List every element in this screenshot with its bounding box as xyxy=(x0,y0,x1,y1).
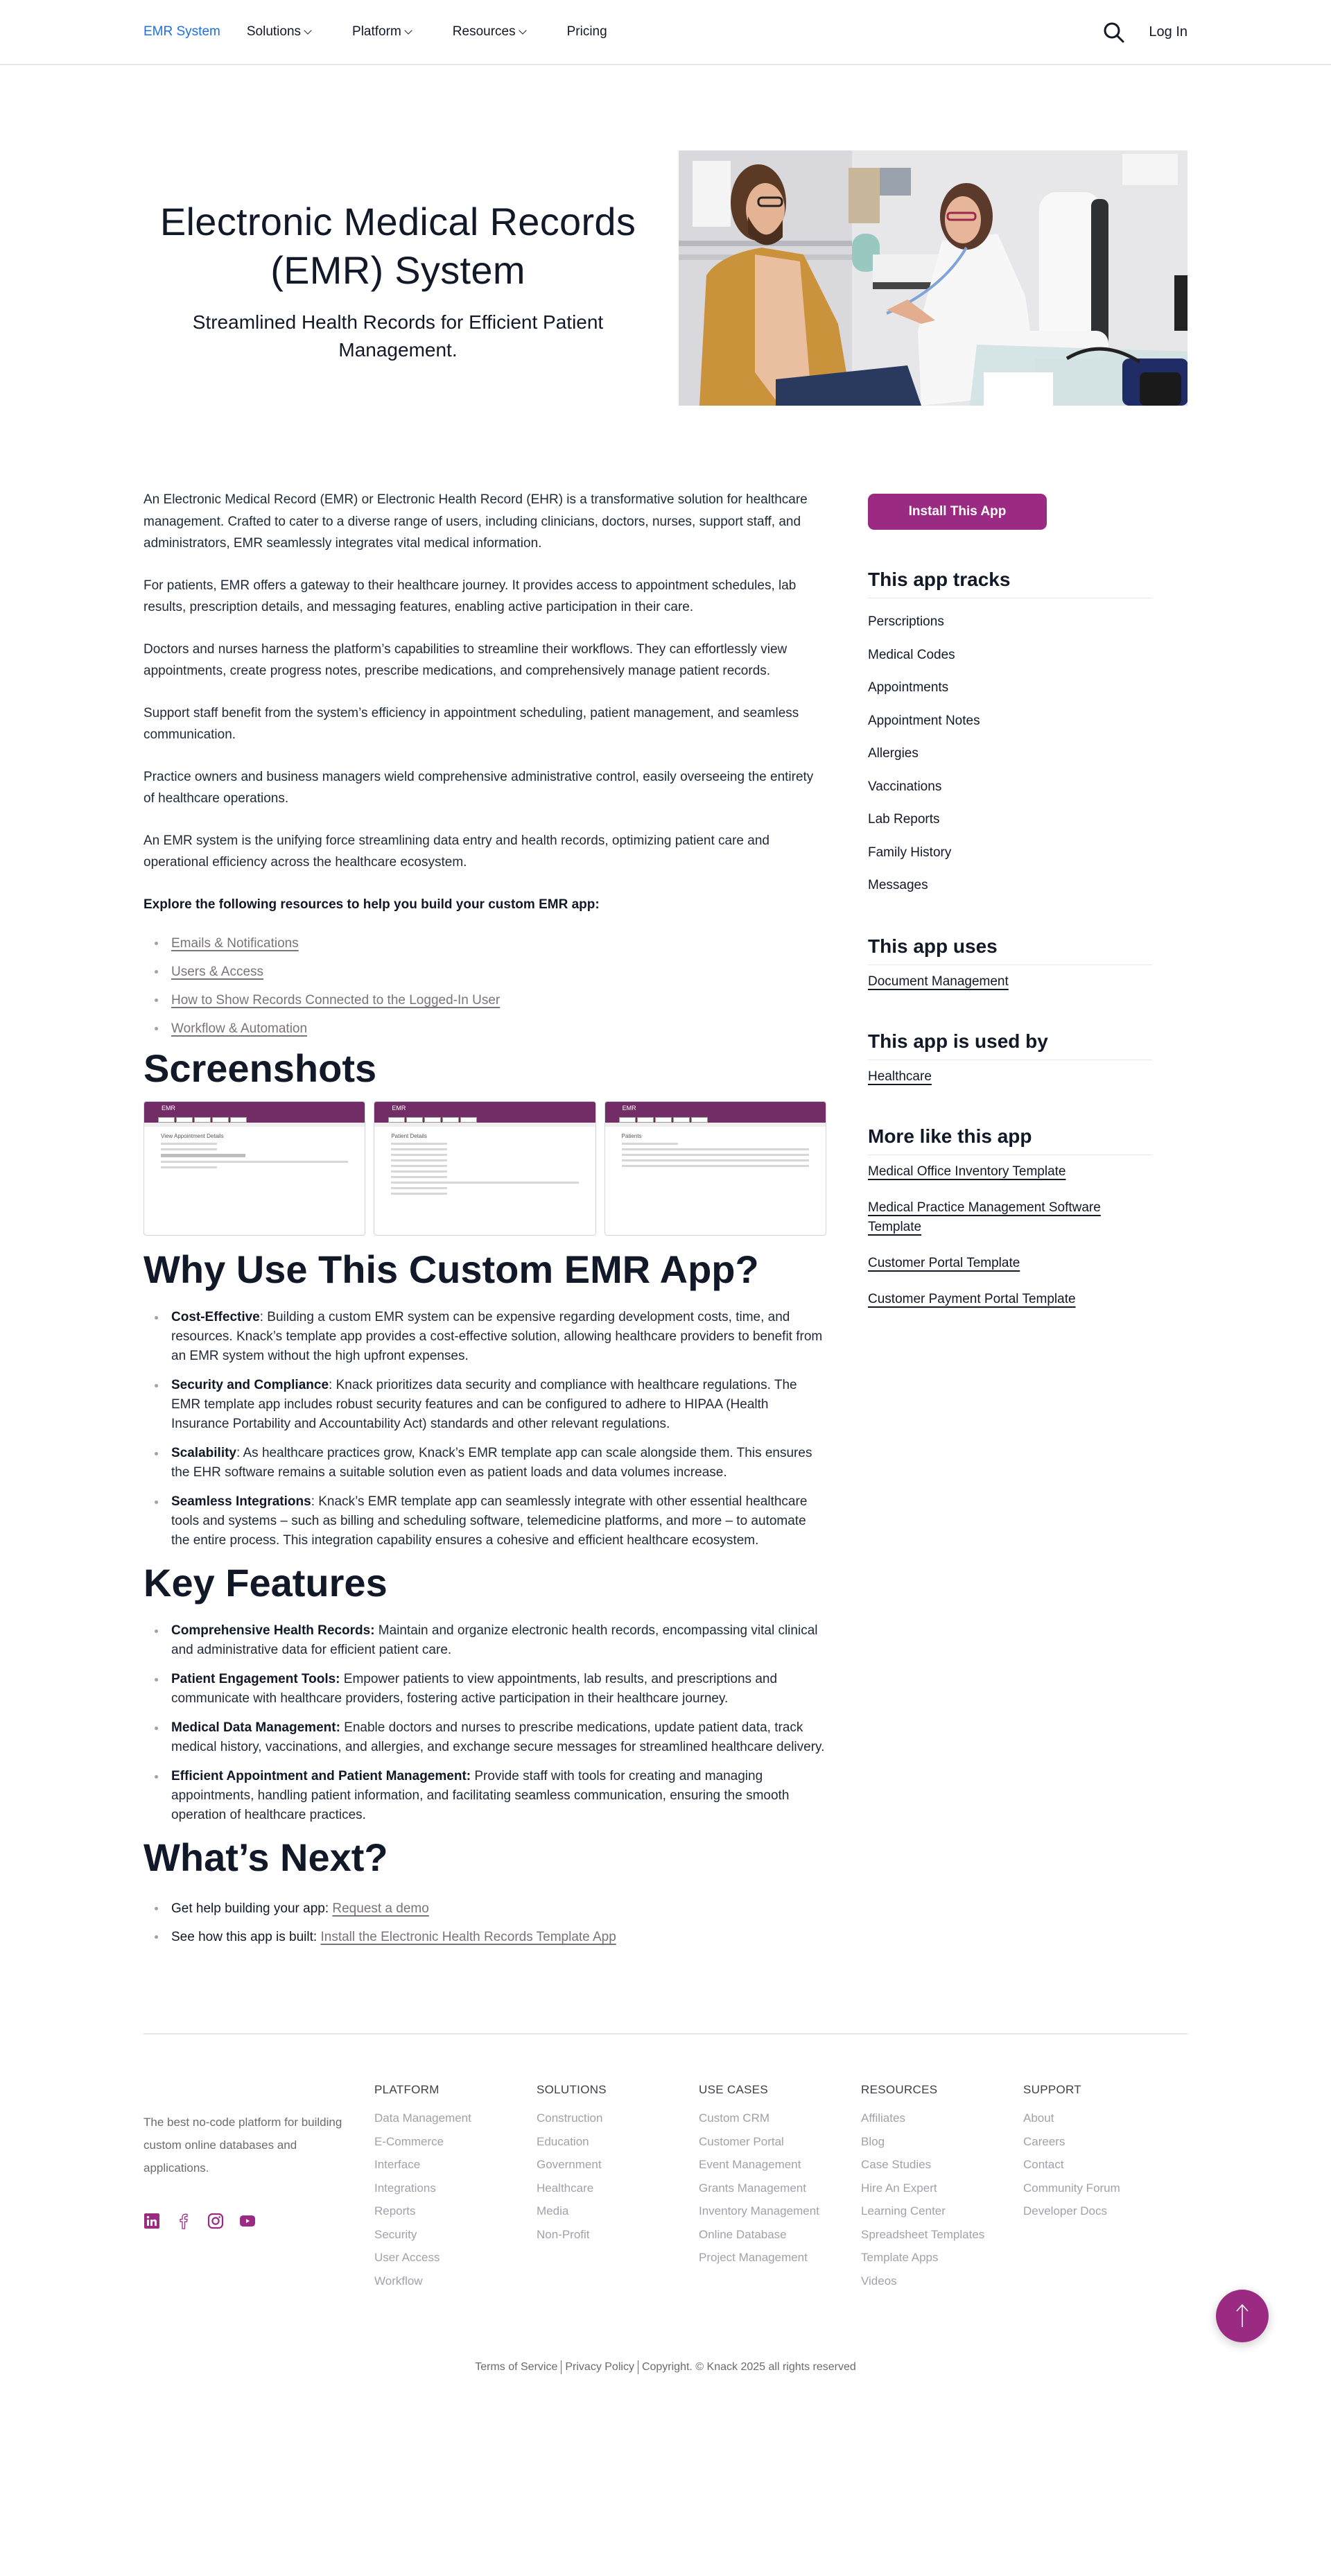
footer xyxy=(143,2033,1188,2423)
thumbnail-body xyxy=(374,1127,595,1202)
resource-link-users-access[interactable]: Users & Access xyxy=(171,965,264,979)
thumbnail-title: Patients xyxy=(621,1133,642,1139)
resource-link-show-records[interactable]: How to Show Records Connected to the Logged-In User xyxy=(171,993,501,1008)
footer-link[interactable]: Data Management xyxy=(374,2111,471,2125)
footer-column-heading: PLATFORM xyxy=(374,2083,440,2096)
list-item-term: Scalability xyxy=(171,1446,236,1460)
chevron-down-icon xyxy=(519,26,526,34)
screenshots-heading: Screenshots xyxy=(143,1046,377,1090)
search-icon[interactable] xyxy=(1103,21,1124,42)
next-list xyxy=(143,1894,826,1951)
list-item xyxy=(155,1376,826,1434)
page-title: Electronic Medical Records (EMR) System xyxy=(159,200,636,292)
thumbnail-body xyxy=(605,1127,826,1175)
nav-item-label: Solutions xyxy=(246,24,302,39)
more-link-customer-portal[interactable]: Customer Portal Template xyxy=(868,1255,1020,1270)
list-item-term: Seamless Integrations xyxy=(171,1494,311,1509)
sidebar xyxy=(868,489,1152,1951)
list-item: Lab Reports xyxy=(868,812,940,827)
chevron-down-icon xyxy=(304,26,311,34)
footer-link[interactable]: Interface xyxy=(374,2158,421,2171)
nav-item-label: Pricing xyxy=(566,24,607,39)
list-item-text: : Knack prioritizes data security and compliance with healthcare regulations. The EMR template app includes robust security features and can be configured to adhere to HIPAA (Health Insurance Portability and Accountability Act) standards and other relevant regulations. xyxy=(171,1378,797,1431)
list-item xyxy=(155,1767,826,1825)
main-area xyxy=(0,489,1331,1951)
back-to-top-button[interactable] xyxy=(1216,2290,1269,2342)
list-item-text: : Building a custom EMR system can be expensive regarding development costs, time, and resources. Knack’s template app provides a cost-effective solution, allowing healthcare providers to benefit from an EMR system without the high upfront expenses. xyxy=(171,1310,823,1363)
list-item xyxy=(155,1492,826,1550)
hero-text xyxy=(143,150,652,364)
footer-column-support xyxy=(1023,2083,1185,2292)
nav-item-pricing[interactable] xyxy=(567,24,607,40)
tracks-list xyxy=(868,605,1152,902)
footer-link[interactable]: Videos xyxy=(861,2274,897,2288)
list-item xyxy=(155,1670,826,1709)
list-item-text: : Knack’s EMR template app can seamlessly integrate with other essential healthcare tools and systems – such as billing and scheduling software, telemedicine platforms, and more – to automate the entire process. This integration capability ensures a cohesive and efficient healthcare ecosystem. xyxy=(171,1494,808,1548)
intro-paragraph: For patients, EMR offers a gateway to their healthcare journey. It provides access to appointment schedules, lab results, prescription details, and messaging features, enabling active participation in their care. xyxy=(143,578,797,614)
footer-tagline: The best no-code platform for building custom online databases and applications. xyxy=(143,2116,342,2175)
footer-link[interactable]: Media xyxy=(537,2204,569,2218)
thumbnail-body xyxy=(144,1127,365,1176)
footer-link[interactable]: About xyxy=(1023,2111,1054,2125)
linkedin-icon[interactable] xyxy=(143,2213,160,2229)
divider xyxy=(561,2360,562,2374)
thumbnail-app-name: EMR xyxy=(162,1105,175,1112)
screenshot-thumbnail-patients[interactable] xyxy=(604,1101,826,1236)
footer-link[interactable]: Template Apps xyxy=(861,2251,939,2264)
footer-link[interactable]: Custom CRM xyxy=(699,2111,770,2125)
list-item xyxy=(868,1254,1152,1273)
privacy-link[interactable]: Privacy Policy xyxy=(565,2361,634,2374)
nav-left xyxy=(143,24,649,40)
footer-link[interactable]: Developer Docs xyxy=(1023,2204,1107,2218)
list-item: Appointment Notes xyxy=(868,713,980,728)
main-content xyxy=(143,489,826,1951)
footer-link[interactable]: Case Studies xyxy=(861,2158,932,2171)
footer-link[interactable]: Grants Management xyxy=(699,2181,806,2195)
intro-paragraph: Support staff benefit from the system’s efficiency in appointment scheduling, patient management, and seamless communication. xyxy=(143,705,799,742)
list-item: Medical Codes xyxy=(868,647,955,662)
footer-column-platform xyxy=(374,2083,537,2292)
footer-link[interactable]: Customer Portal xyxy=(699,2134,784,2148)
top-navigation xyxy=(0,0,1331,65)
tracks-heading: This app tracks xyxy=(868,569,1152,598)
copyright-text: Copyright. © Knack 2025 all rights reserved xyxy=(641,2361,856,2374)
footer-link[interactable]: Government xyxy=(537,2158,602,2171)
legal-bar xyxy=(143,2360,1188,2423)
intro-paragraph: An Electronic Medical Record (EMR) or Electronic Health Record (EHR) is a transformative solution for healthcare management. Crafted to cater to a diverse range of users, including clinicians, doctors, nurses, support staff, and administrators, EMR seamlessly integrates vital medical information. xyxy=(143,492,808,551)
footer-link[interactable]: Hire An Expert xyxy=(861,2181,937,2195)
footer-link[interactable]: Project Management xyxy=(699,2251,808,2264)
list-item-term: Efficient Appointment and Patient Management: xyxy=(171,1769,471,1783)
footer-link[interactable]: Online Database xyxy=(699,2227,787,2241)
list-item: Appointments xyxy=(868,680,949,695)
list-item xyxy=(155,1621,826,1660)
footer-link[interactable]: Contact xyxy=(1023,2158,1064,2171)
nav-item-label: Resources xyxy=(452,24,516,39)
list-item xyxy=(868,1162,1152,1182)
footer-link[interactable]: Reports xyxy=(374,2204,416,2218)
footer-column-heading: SUPPORT xyxy=(1023,2083,1081,2096)
footer-link[interactable]: Healthcare xyxy=(537,2181,594,2195)
more-link-customer-payment-portal[interactable]: Customer Payment Portal Template xyxy=(868,1291,1076,1306)
footer-link[interactable]: Affiliates xyxy=(861,2111,905,2125)
hero-photo-illustration xyxy=(679,150,1188,406)
nav-right xyxy=(1103,21,1188,42)
uses-list xyxy=(868,972,1152,992)
list-item xyxy=(155,1894,826,1923)
thumbnail-app-header xyxy=(144,1102,365,1123)
list-item-text: Enable doctors and nurses to prescribe medications, update patient data, track medical history, vaccinations, and allergies, and exchange secure messages for streamlined healthcare delivery. xyxy=(171,1720,825,1754)
footer-link[interactable]: Construction xyxy=(537,2111,603,2125)
nav-item-platform[interactable] xyxy=(352,24,411,40)
footer-column-solutions xyxy=(537,2083,699,2292)
used-by-list xyxy=(868,1067,1152,1087)
facebook-icon[interactable] xyxy=(175,2213,192,2229)
install-template-link[interactable]: Install the Electronic Health Records Template App xyxy=(320,1930,616,1944)
list-item xyxy=(155,1308,826,1366)
list-item xyxy=(155,929,826,958)
list-item xyxy=(155,1444,826,1483)
footer-column-heading: USE CASES xyxy=(699,2083,769,2096)
list-item xyxy=(155,1718,826,1757)
list-item-prefix: See how this app is built: xyxy=(171,1930,321,1944)
footer-link[interactable]: Learning Center xyxy=(861,2204,946,2218)
hero-image xyxy=(679,150,1188,406)
thumbnail-tabs xyxy=(158,1117,247,1123)
footer-link[interactable]: E-Commerce xyxy=(374,2134,444,2148)
footer-link[interactable]: Workflow xyxy=(374,2274,423,2288)
next-heading: What’s Next? xyxy=(143,1835,388,1879)
intro-paragraph: Practice owners and business managers wield comprehensive administrative control, easily overseeing the entirety of healthcare operations. xyxy=(143,769,814,806)
used-by-link-healthcare[interactable]: Healthcare xyxy=(868,1069,932,1084)
list-item-text: : As healthcare practices grow, Knack’s EMR template app can scale alongside them. This ensures the EHR software remains a suitable solution even as patient loads and data volumes increase. xyxy=(171,1446,812,1480)
footer-link[interactable]: Security xyxy=(374,2227,417,2241)
list-item xyxy=(868,1290,1152,1309)
thumbnail-app-name: EMR xyxy=(392,1105,406,1112)
hero-section xyxy=(0,150,1331,406)
list-item xyxy=(155,986,826,1014)
list-item: Family History xyxy=(868,845,952,860)
footer-link[interactable]: User Access xyxy=(374,2251,440,2264)
footer-link[interactable]: Blog xyxy=(861,2134,885,2148)
footer-link[interactable]: Inventory Management xyxy=(699,2204,819,2218)
request-demo-link[interactable]: Request a demo xyxy=(332,1901,429,1916)
nav-item-resources[interactable] xyxy=(453,24,525,40)
more-link-medical-practice-management[interactable]: Medical Practice Management Software Template xyxy=(868,1200,1101,1234)
thumbnail-title: Patient Details xyxy=(391,1133,427,1139)
intro-paragraph: Doctors and nurses harness the platform’s capabilities to streamline their workflows. They can effortlessly view appointments, create progress notes, prescribe medications, and comprehensively manage patient records. xyxy=(143,641,788,678)
thumbnail-title: View Appointment Details xyxy=(161,1133,224,1139)
footer-link[interactable]: Spreadsheet Templates xyxy=(861,2227,985,2241)
screenshot-thumbnail-appointment[interactable] xyxy=(143,1101,365,1236)
used-by-heading: This app is used by xyxy=(868,1030,1152,1060)
intro-paragraph: An EMR system is the unifying force streamlining data entry and health records, optimizing patient care and operational efficiency across the healthcare ecosystem. xyxy=(143,833,769,870)
list-item-term: Comprehensive Health Records: xyxy=(171,1623,375,1638)
features-heading: Key Features xyxy=(143,1561,388,1605)
list-item xyxy=(868,1067,1152,1087)
footer-link[interactable]: Community Forum xyxy=(1023,2181,1120,2195)
more-heading: More like this app xyxy=(868,1125,1152,1155)
footer-link[interactable]: Non-Profit xyxy=(537,2227,590,2241)
list-item-term: Medical Data Management: xyxy=(171,1720,340,1735)
list-item: Perscriptions xyxy=(868,614,944,629)
footer-column-heading: RESOURCES xyxy=(861,2083,938,2096)
page-subtitle: Streamlined Health Records for Efficient Patient Management. xyxy=(192,311,604,361)
thumbnail-app-header xyxy=(374,1102,595,1123)
screenshot-gallery xyxy=(143,1101,826,1236)
footer-link[interactable]: Education xyxy=(537,2134,589,2148)
resources-heading: Explore the following resources to help you build your custom EMR app: xyxy=(143,897,600,912)
list-item: Messages xyxy=(868,878,928,892)
youtube-icon[interactable] xyxy=(239,2213,256,2229)
list-item-text: Provide staff with tools for creating and managing appointments, handling patient information, and facilitating seamless communication, ensuring the smooth operation of healthcare practices. xyxy=(171,1769,790,1822)
footer-column-use-cases xyxy=(699,2083,861,2292)
instagram-icon[interactable] xyxy=(207,2213,224,2229)
social-links xyxy=(143,2213,374,2229)
more-link-medical-office-inventory[interactable]: Medical Office Inventory Template xyxy=(868,1164,1066,1179)
footer-link[interactable]: Event Management xyxy=(699,2158,801,2171)
install-app-button[interactable]: Install This App xyxy=(868,494,1047,530)
footer-about xyxy=(143,2083,374,2292)
list-item xyxy=(155,958,826,986)
list-item: Allergies xyxy=(868,746,919,761)
list-item: Vaccinations xyxy=(868,779,942,794)
features-list xyxy=(143,1621,826,1825)
list-item xyxy=(155,1923,826,1951)
footer-grid xyxy=(143,2083,1188,2292)
thumbnail-tabs xyxy=(388,1117,477,1123)
thumbnail-app-header xyxy=(605,1102,826,1123)
footer-column-resources xyxy=(861,2083,1023,2292)
why-list xyxy=(143,1308,826,1550)
footer-column-heading: SOLUTIONS xyxy=(537,2083,607,2096)
list-item-term: Patient Engagement Tools: xyxy=(171,1672,340,1686)
list-item xyxy=(155,1014,826,1043)
chevron-down-icon xyxy=(404,26,412,34)
list-item xyxy=(868,972,1152,992)
footer-link[interactable]: Careers xyxy=(1023,2134,1065,2148)
list-item-prefix: Get help building your app: xyxy=(171,1901,333,1916)
screenshot-thumbnail-patient-details[interactable] xyxy=(374,1101,595,1236)
list-item xyxy=(868,1198,1152,1237)
resource-link-workflow-automation[interactable]: Workflow & Automation xyxy=(171,1021,308,1036)
list-item-term: Security and Compliance xyxy=(171,1378,329,1392)
list-item-text: Empower patients to view appointments, lab results, and prescriptions and communicate with healthcare providers, fostering active participation in their healthcare journey. xyxy=(171,1672,778,1706)
thumbnail-tabs xyxy=(619,1117,708,1123)
more-list xyxy=(868,1162,1152,1309)
uses-heading: This app uses xyxy=(868,935,1152,965)
nav-item-solutions[interactable] xyxy=(247,24,311,40)
nav-item-label: Platform xyxy=(352,24,401,39)
resource-link-emails-notifications[interactable]: Emails & Notifications xyxy=(171,936,299,951)
nav-brand-link[interactable]: EMR System xyxy=(143,24,220,39)
terms-link[interactable]: Terms of Service xyxy=(475,2361,558,2374)
list-item-term: Cost-Effective xyxy=(171,1310,260,1324)
list-item-text: Maintain and organize electronic health records, encompassing vital clinical and administrative data for efficient patient care. xyxy=(171,1623,818,1657)
uses-link-document-management[interactable]: Document Management xyxy=(868,974,1009,989)
why-heading: Why Use This Custom EMR App? xyxy=(143,1247,759,1291)
thumbnail-app-name: EMR xyxy=(622,1105,636,1112)
resources-list xyxy=(143,929,826,1043)
footer-link[interactable]: Integrations xyxy=(374,2181,436,2195)
arrow-up-icon xyxy=(1234,2302,1251,2330)
login-link[interactable]: Log In xyxy=(1149,24,1188,40)
